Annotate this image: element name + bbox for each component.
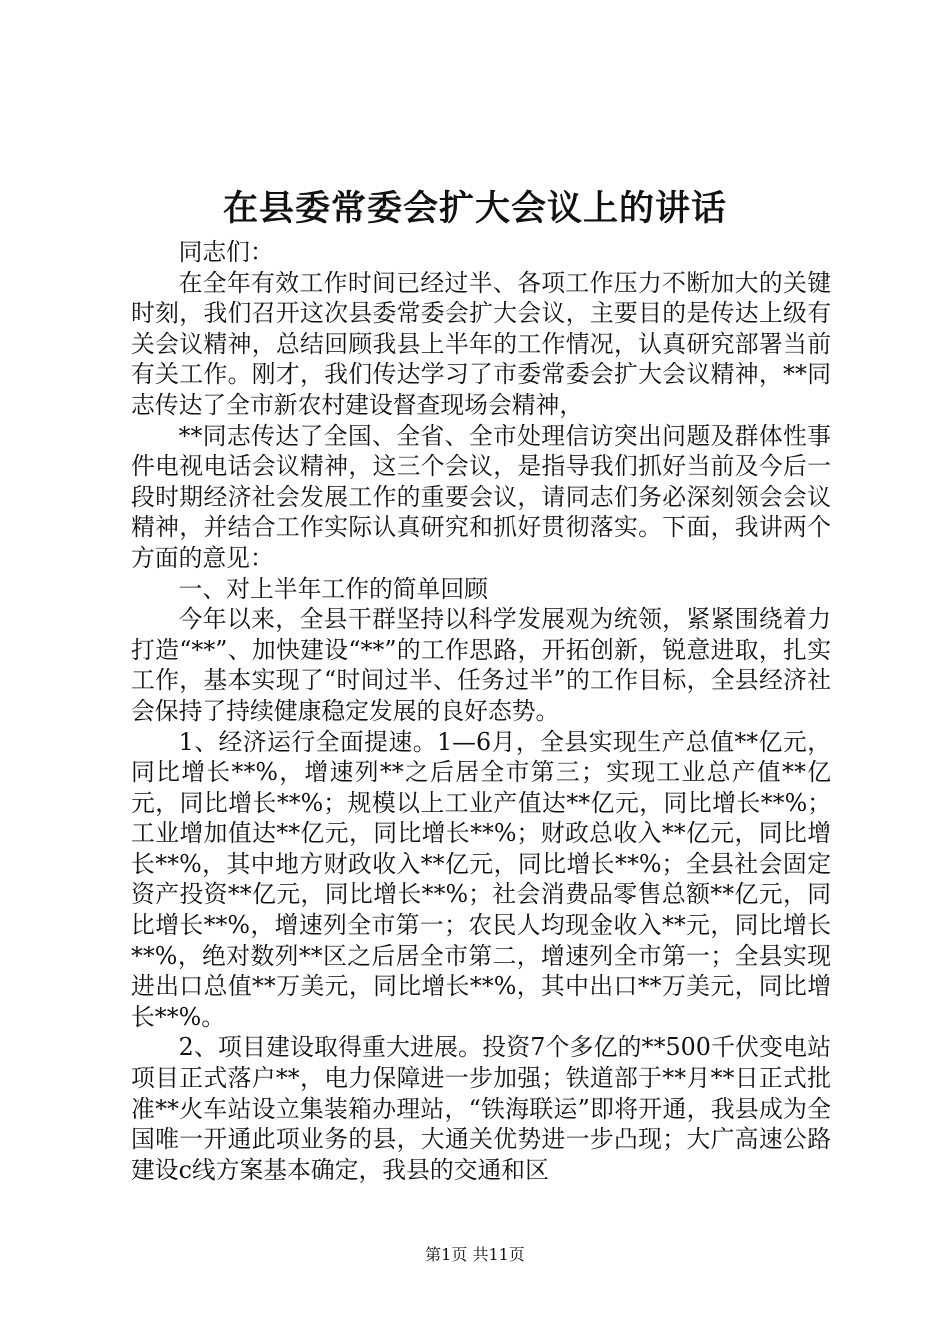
document-body: [131, 237, 831, 1185]
paragraph-projects: 2、项目建设取得重大进展。投资7个多亿的**500千伏变电站项目正式落户**，电力保障进一步加强；铁道部于**月**日正式批准**火车站设立集装箱办理站，“铁海联运”即将开通，我县成为全国唯一开通此项业务的县，大通关优势进一步凸现；大广高速公路建设c线方案基本确定，我县的交通和区: [131, 1033, 831, 1184]
paragraph-overview: 今年以来，全县干群坚持以科学发展观为统领，紧紧围绕着力打造“**”、加快建设“**”的工作思路，开拓创新，锐意进取，扎实工作，基本实现了“时间过半、任务过半”的工作目标，全县经济社会保持了持续健康稳定发展的良好态势。: [131, 605, 831, 725]
paragraph-economy: 1、经济运行全面提速。1—6月，全县实现生产总值**亿元，同比增长**%，增速列**之后居全市第三；实现工业总产值**亿元，同比增长**%；规模以上工业产值达**亿元，同比增长**%；工业增加值达**亿元，同比增长**%；财政总收入**亿元，同比增长**%，其中地方财政收入**亿元，同比增长**%；全县社会固定资产投资**亿元，同比增长**%；社会消费品零售总额**亿元，同比增长**%，增速列全市第一；农民人均现金收入**元，同比增长**%，绝对数列**区之后居全市第二，增速列全市第一；全县实现进出口总值**万美元，同比增长**%，其中出口**万美元，同比增长**%。: [131, 727, 831, 1031]
page-number: 第1页 共11页: [425, 1245, 525, 1264]
paragraph-meetings: **同志传达了全国、全省、全市处理信访突出问题及群体性事件电视电话会议精神，这三个会议，是指导我们抓好当前及今后一段时期经济社会发展工作的重要会议，请同志们务必深刻领会会议精神，并结合工作实际认真研究和抓好贯彻落实。下面，我讲两个方面的意见：: [131, 421, 831, 572]
paragraph-intro: 在全年有效工作时间已经过半、各项工作压力不断加大的关键时刻，我们召开这次县委常委会扩大会议，主要目的是传达上级有关会议精神，总结回顾我县上半年的工作情况，认真研究部署当前有关工作。刚才，我们传达学习了市委常委会扩大会议精神，**同志传达了全市新农村建设督查现场会精神，: [131, 268, 831, 419]
document-title: 在县委常委会扩大会议上的讲话: [222, 188, 727, 229]
paragraph-salutation: 同志们：: [178, 238, 274, 266]
section-heading: 一、对上半年工作的简单回顾: [178, 574, 488, 603]
